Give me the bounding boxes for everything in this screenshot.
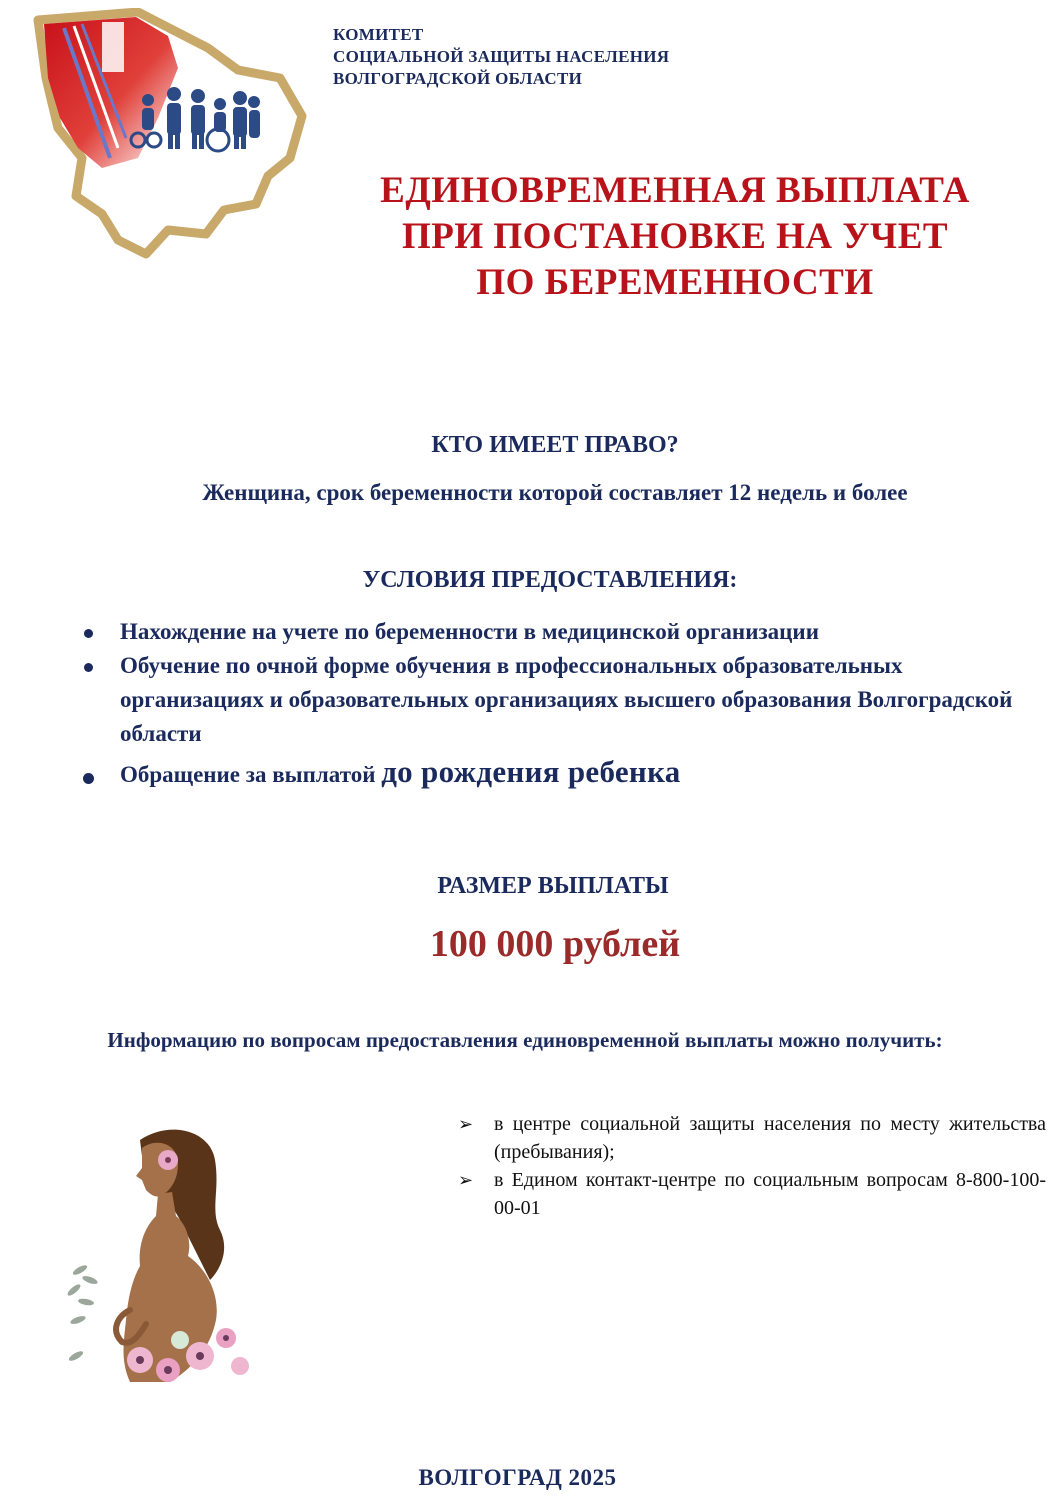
condition-text: Обучение по очной форме обучения в профессиональных образовательных организациях и образовательных организациях высшего образования Волгоградской области <box>120 653 1013 746</box>
committee-logo <box>18 8 308 260</box>
payment-heading: РАЗМЕР ВЫПЛАТЫ <box>437 873 669 899</box>
list-item <box>80 755 1030 792</box>
condition-text: Нахождение на учете по беременности в медицинской организации <box>120 619 819 644</box>
contacts-list <box>458 1110 1046 1222</box>
title-line: ПО БЕРЕМЕННОСТИ <box>476 262 874 303</box>
footer-text: ВОЛГОГРАД 2025 <box>418 1465 617 1490</box>
contact-text: в Едином контакт-центре по социальным вопросам 8-800-100-00-01 <box>494 1169 1046 1219</box>
committee-line: ВОЛГОГРАДСКОЙ ОБЛАСТИ <box>333 69 583 88</box>
bullet-dot-icon <box>84 629 93 638</box>
payment-amount: 100 000 рублей <box>429 923 681 965</box>
list-item <box>458 1166 1046 1222</box>
condition-text: Обращение за выплатой <box>120 762 382 787</box>
committee-line: СОЦИАЛЬНОЙ ЗАЩИТЫ НАСЕЛЕНИЯ <box>333 47 670 66</box>
list-item <box>80 649 1030 751</box>
pregnant-woman-illustration <box>60 1120 270 1400</box>
list-item <box>458 1110 1046 1166</box>
committee-name <box>333 24 753 90</box>
page-title <box>330 168 1020 306</box>
conditions-heading: УСЛОВИЯ ПРЕДОСТАВЛЕНИЯ: <box>362 567 738 593</box>
title-line: ЕДИНОВРЕМЕННАЯ ВЫПЛАТА <box>380 170 970 211</box>
condition-emphasis: до рождения ребенка <box>381 754 681 789</box>
who-text: Женщина, срок беременности которой составляет 12 недель и более <box>202 480 908 505</box>
title-line: ПРИ ПОСТАНОВКЕ НА УЧЕТ <box>401 216 949 257</box>
bullet-dot-icon <box>84 663 93 672</box>
list-item <box>80 615 1030 649</box>
contact-text: в центре социальной защиты населения по месту жительства (пребывания); <box>494 1113 1046 1163</box>
conditions-list <box>80 615 1030 792</box>
arrow-bullet-icon: ➢ <box>458 1170 474 1190</box>
info-text: Информацию по вопросам предоставления единовременной выплаты можно получить: <box>107 1028 943 1052</box>
bullet-dot-icon <box>83 773 94 784</box>
who-heading: КТО ИМЕЕТ ПРАВО? <box>431 432 679 458</box>
arrow-bullet-icon: ➢ <box>458 1114 474 1134</box>
committee-line: КОМИТЕТ <box>333 25 424 44</box>
